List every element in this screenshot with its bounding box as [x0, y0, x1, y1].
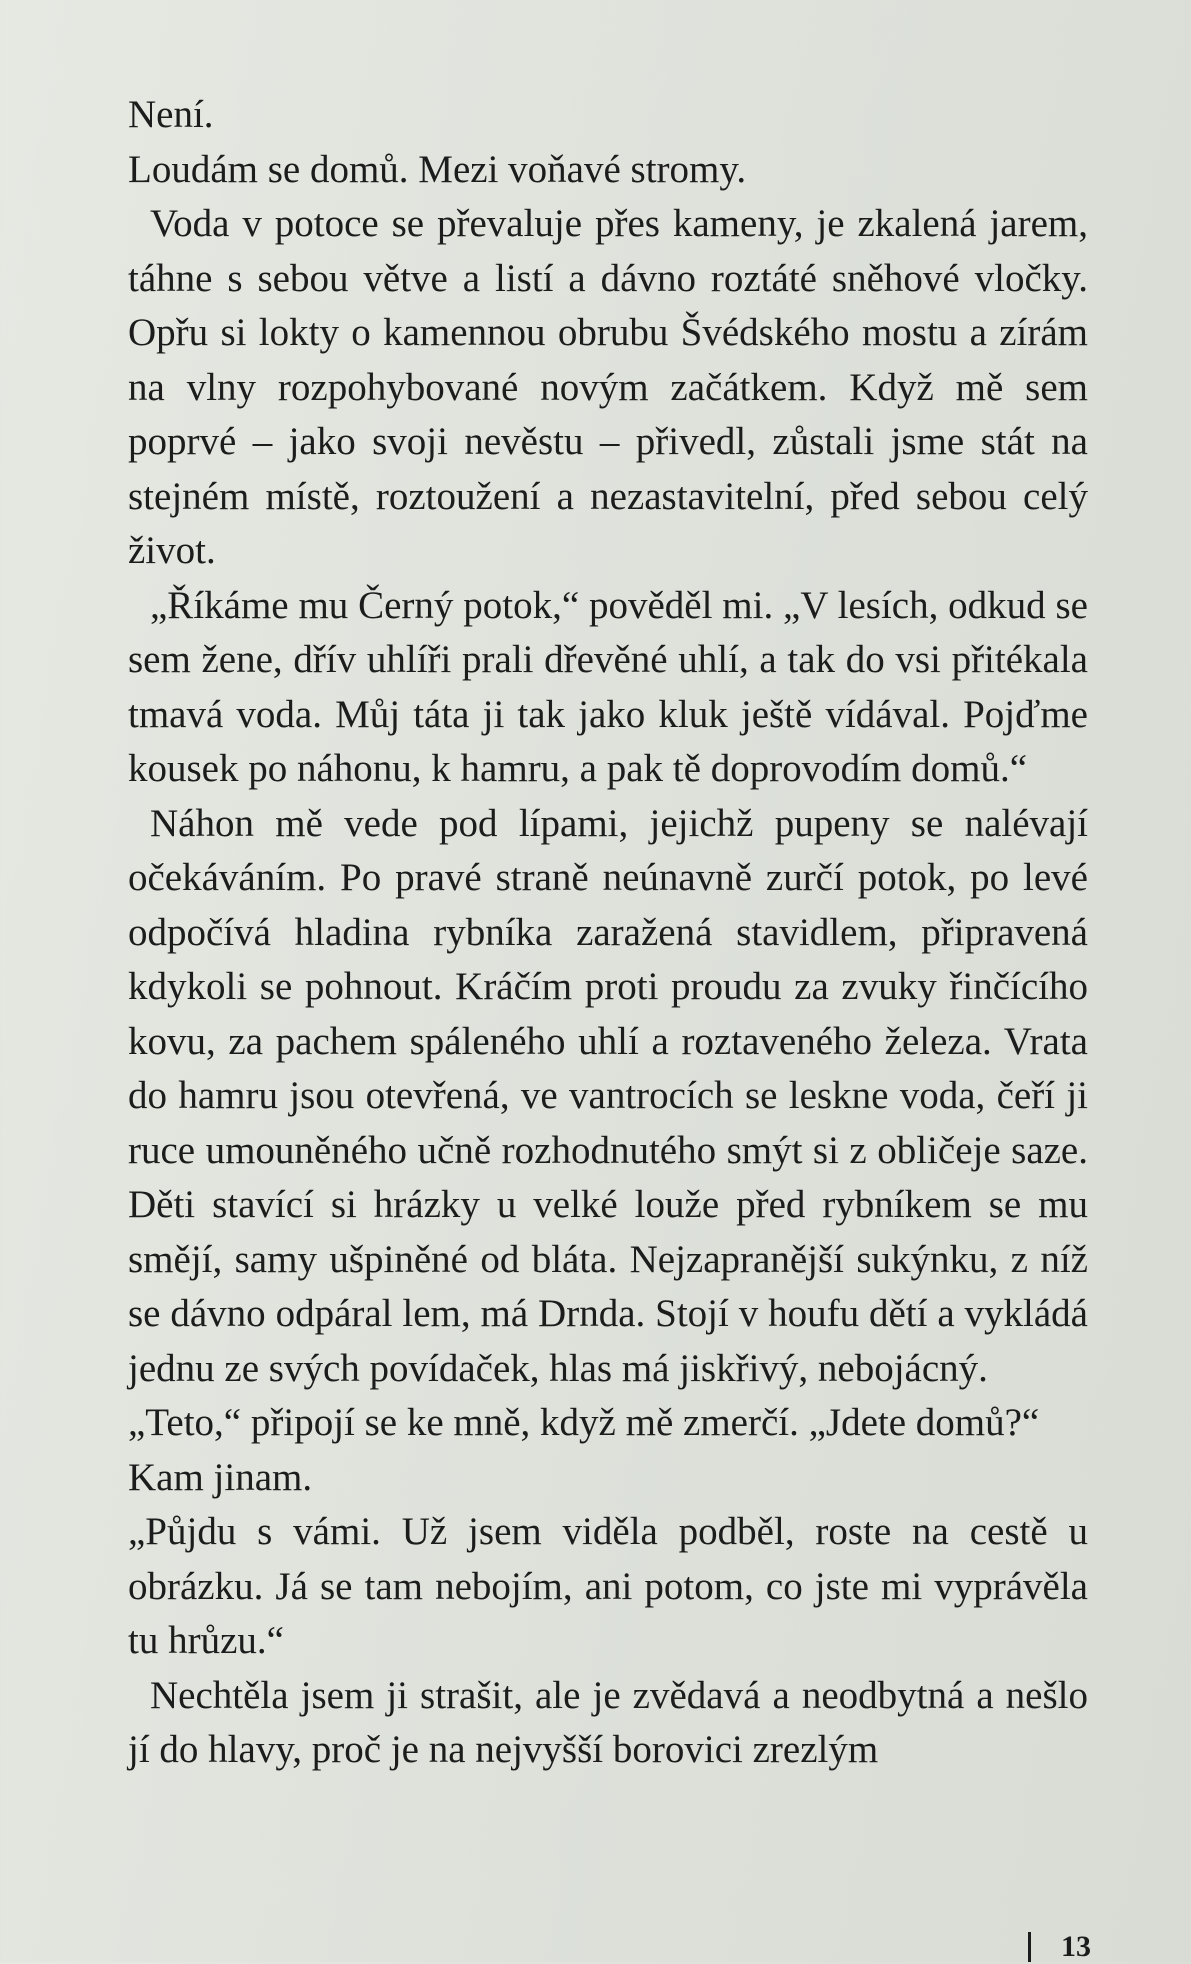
paragraph: Voda v potoce se převaluje přes kameny, je zkalená jarem, táhne s sebou větve a listí a dávno roztáté sněhové vločky. Opřu si lokty o kamennou obrubu Švédského mostu a zírám na vlny rozpohybované novým začátkem. Když mě sem poprvé – jako svoji nevěstu – přivedl, zůstali jsme stát na stejném místě, roztoužení a nezastavitelní, před sebou celý život.: [128, 202, 1088, 572]
page-number: 13: [1061, 1930, 1091, 1963]
paragraph: „Půjdu s vámi. Už jsem viděla podběl, roste na cestě u obrázku. Já se tam nebojím, ani potom, co jste mi vyprávěla tu hrůzu.“: [128, 1510, 1088, 1662]
paragraph: Loudám se domů. Mezi voňavé stromy.: [128, 147, 747, 191]
paragraph: Náhon mě vede pod lípami, jejichž pupeny se nalévají očekáváním. Po pravé straně neúnavně zurčí potok, po levé odpočívá hladina rybníka zaražená stavidlem, připravená kdykoli se pohnout. Kráčím proti proudu za zvuky řinčícího kovu, za pachem spáleného uhlí a roztaveného železa. Vrata do hamru jsou otevřená, ve vantrocích se leskne voda, čeří ji ruce umouněného učně rozhodnutého smýt si z obličeje saze. Děti stavící si hrázky u velké louže před rybníkem se mu smějí, samy ušpiněné od bláta. Nejzapranější sukýnku, z níž se dávno odpáral lem, má Drnda. Stojí v houfu dětí a vykládá jednu ze svých povídaček, hlas má jiskřivý, nebojácný.: [128, 801, 1088, 1390]
body-text: [128, 88, 1088, 1778]
paragraph: Nechtěla jsem ji strašit, ale je zvědavá a neodbytná a nešlo jí do hlavy, proč je na nejvyšší borovici zrezlým: [128, 1673, 1088, 1771]
page-footer: [1028, 1930, 1091, 1964]
footer-divider: [1028, 1932, 1031, 1962]
paragraph: „Teto,“ připojí se ke mně, když mě zmerčí. „Jdete domů?“: [128, 1401, 1040, 1444]
paragraph: Kam jinam.: [128, 1455, 313, 1499]
paragraph: Není.: [128, 93, 214, 136]
paragraph: „Říkáme mu Černý potok,“ pověděl mi. „V lesích, odkud se sem žene, dřív uhlíři prali dřevěné uhlí, a tak do vsi přitékala tmavá voda. Můj táta ji tak jako kluk ještě vídával. Pojďme kousek po náhonu, k hamru, a pak tě doprovodím domů.“: [128, 583, 1088, 790]
